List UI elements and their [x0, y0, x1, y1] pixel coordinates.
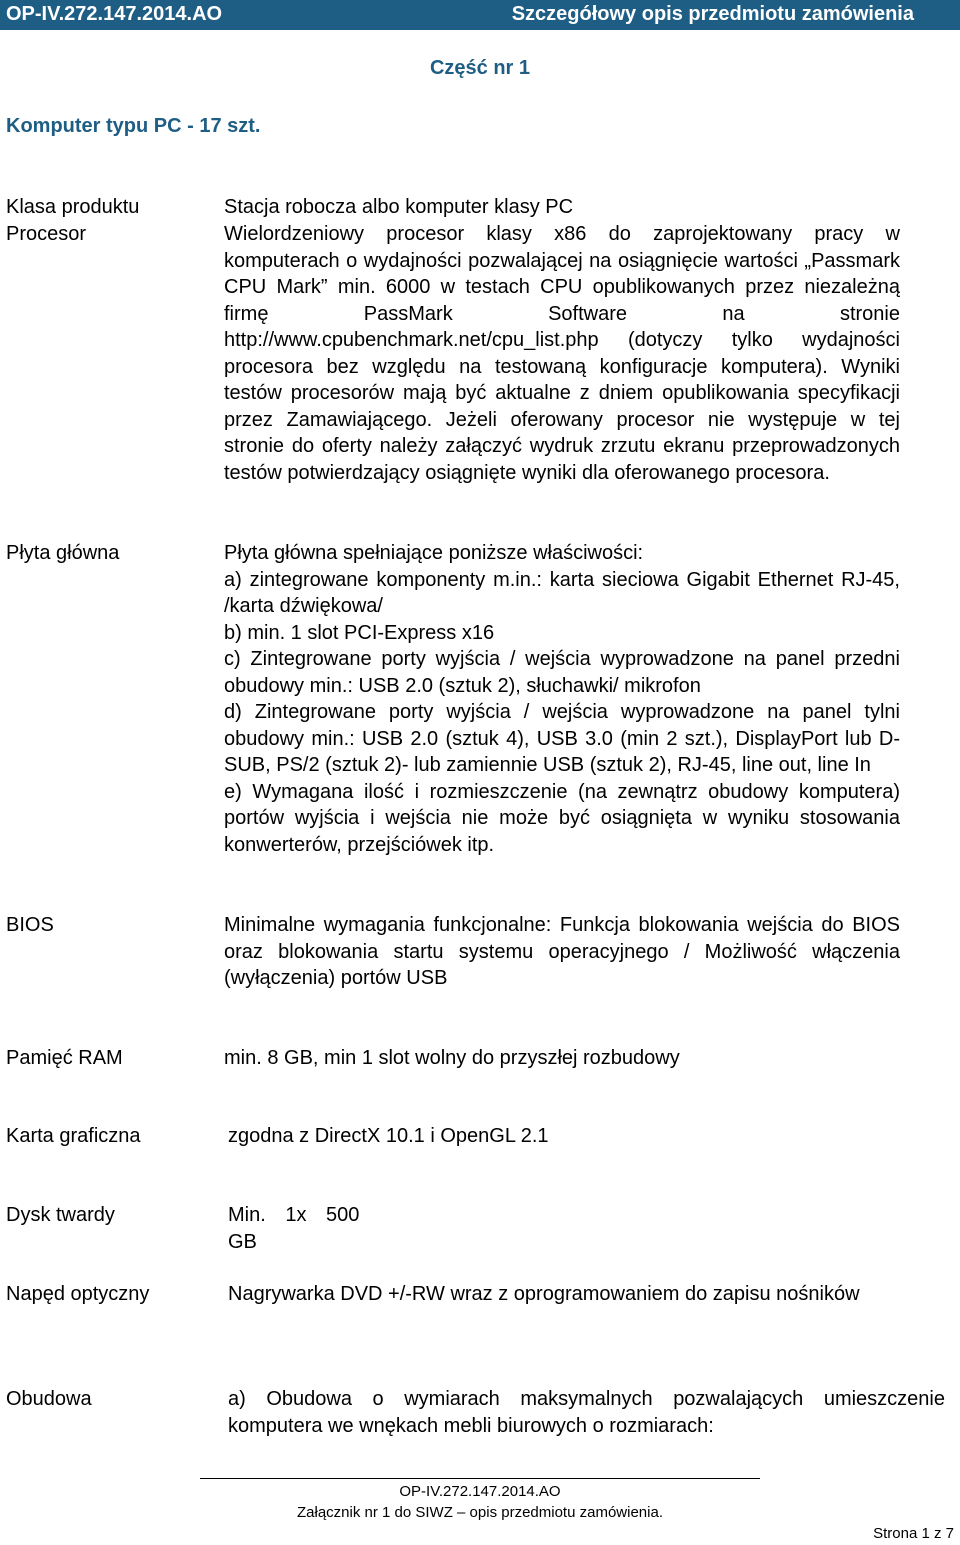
footer-divider [200, 1478, 760, 1479]
value-plyta-glowna [224, 540, 900, 858]
plyta-line-c: c) Zintegrowane porty wyjścia / wejścia wyprowadzone na panel przedni obudowy min.: USB 2.0 (sztuk 2), słuchawki/ mikrofon [224, 648, 900, 697]
footer-attachment: Załącznik nr 1 do SIWZ – opis przedmiotu zamówienia. [297, 1504, 663, 1521]
label-plyta-glowna: Płyta główna [6, 542, 120, 564]
footer-reference: OP-IV.272.147.2014.AO [399, 1483, 561, 1500]
document-header-bar [0, 0, 960, 30]
value-procesor: Wielordzeniowy procesor klasy x86 do zaprojektowany pracy w komputerach o wydajności pozwalającej na osiągnięcie wartości „Passmark CPU Mark” min. 6000 w testach CPU opublikowanych przez niezależną firmę PassMark Software na stronie http://www.cpubenchmark.net/cpu_list.php (dotyczy tylko wydajności procesora bez względu na testowaną konfiguracje komputera). Wyniki testów procesorów mają być aktualne z dniem opublikowania specyfikacji przez Zamawiającego. Jeżeli oferowany procesor nie występuje w tej stronie do oferty należy załączyć wydruk zrzutu ekranu przeprowadzonych testów potwierdzający osiągnięte wyniki dla oferowanego procesora. [224, 223, 900, 484]
value-bios: Minimalne wymagania funkcjonalne: Funkcja blokowania wejścia do BIOS oraz blokowania startu systemu operacyjnego / Możliwość włączenia (wyłączenia) portów USB [224, 914, 900, 989]
part-heading: Część nr 1 [429, 57, 531, 79]
page-number: Strona 1 z 7 [873, 1525, 954, 1542]
plyta-line-intro: Płyta główna spełniające poniższe właściwości: [224, 542, 644, 564]
label-naped-optyczny: Napęd optyczny [6, 1283, 150, 1305]
value-klasa-produktu: Stacja robocza albo komputer klasy PC [224, 196, 574, 218]
dysk-line-2: GB [228, 1230, 257, 1253]
value-obudowa: a) Obudowa o wymiarach maksymalnych pozwalających umieszczenie komputera we wnękach mebli biurowych o rozmiarach: [228, 1388, 945, 1437]
label-dysk-twardy: Dysk twardy [6, 1204, 115, 1226]
label-obudowa: Obudowa [6, 1388, 92, 1410]
plyta-line-e: e) Wymagana ilość i rozmieszczenie (na zewnątrz obudowy komputera) portów wyjścia i wejścia nie może być osiągnięta w wyniku stosowania konwerterów, przejściówek itp. [224, 780, 900, 856]
label-karta-graficzna: Karta graficzna [6, 1125, 141, 1147]
label-bios: BIOS [6, 914, 54, 936]
value-dysk-twardy [228, 1202, 945, 1255]
label-procesor: Procesor [6, 223, 87, 245]
subject-heading: Komputer typu PC - 17 szt. [6, 115, 261, 137]
value-naped-optyczny: Nagrywarka DVD +/-RW wraz z oprogramowaniem do zapisu nośników [228, 1283, 860, 1305]
dysk-line-1: Min. 1x 500 [228, 1204, 360, 1226]
plyta-line-b: b) min. 1 slot PCI-Express x16 [224, 621, 495, 644]
value-pamiec-ram: min. 8 GB, min 1 slot wolny do przyszłej rozbudowy [224, 1047, 680, 1069]
value-karta-graficzna: zgodna z DirectX 10.1 i OpenGL 2.1 [228, 1125, 549, 1147]
header-title: Szczegółowy opis przedmiotu zamówienia [511, 3, 914, 25]
plyta-line-d: d) Zintegrowane porty wyjścia / wejścia wyprowadzone na panel tylni obudowy min.: USB 2.0 (sztuk 4), USB 3.0 (min 2 szt.), DisplayPort lub D-SUB, PS/2 (sztuk 2)- lub zamiennie USB (sztuk 2), RJ-45, line out, line In [224, 701, 900, 776]
header-reference: OP-IV.272.147.2014.AO [6, 3, 223, 25]
label-klasa-produktu: Klasa produktu [6, 196, 140, 218]
label-pamiec-ram: Pamięć RAM [6, 1047, 123, 1069]
plyta-line-a: a) zintegrowane komponenty m.in.: karta sieciowa Gigabit Ethernet RJ-45, /karta dźwiękowa/ [224, 568, 900, 617]
